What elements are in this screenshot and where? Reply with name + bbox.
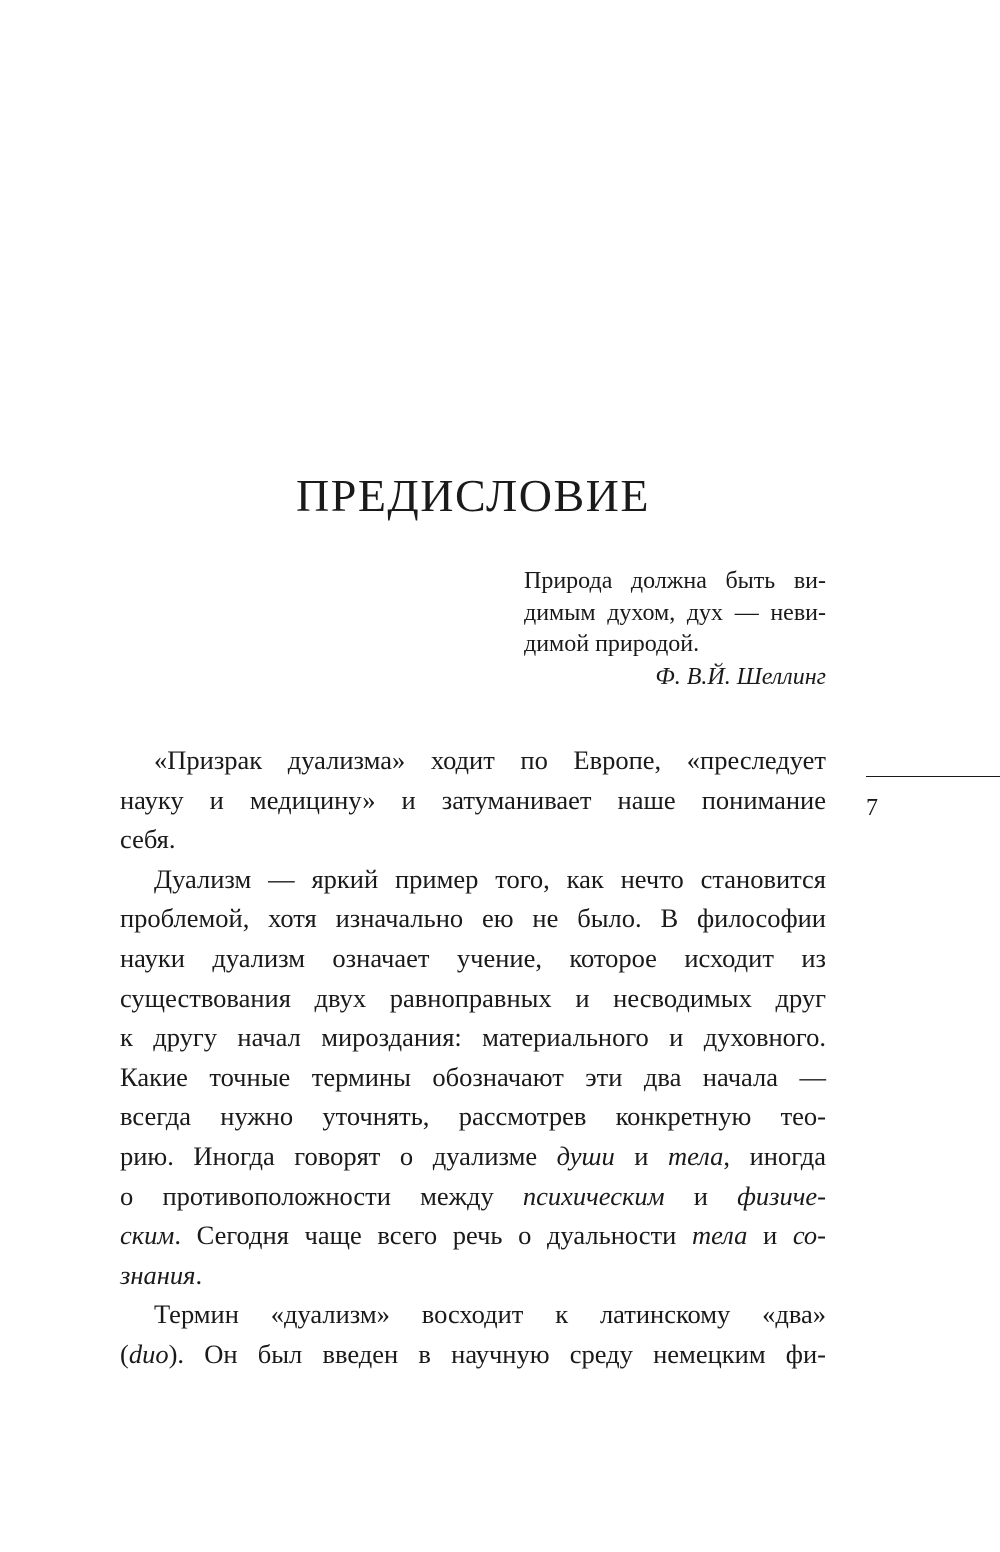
paragraph-line: существования двух равноправных и несводимых друг [120, 982, 826, 1013]
epigraph-line: димой природой. [524, 631, 700, 657]
paragraph-line: к другу начал мироздания: материального и духовного. [120, 1022, 826, 1053]
paragraph-line [120, 1216, 826, 1256]
page-number: 7 [866, 795, 878, 821]
text-run: и [747, 1220, 793, 1251]
italic-term: души [556, 1140, 615, 1171]
text-run: и [664, 1180, 738, 1211]
epigraph-author: Ф. В.Й. Шеллинг [655, 663, 826, 690]
text-run: . [195, 1259, 203, 1290]
epigraph [524, 566, 826, 693]
italic-term: знания [120, 1259, 196, 1290]
italic-term: ским [120, 1220, 175, 1251]
paragraph-line [120, 1137, 826, 1177]
text-run: , иногда [723, 1140, 826, 1171]
italic-term: физиче- [737, 1180, 826, 1211]
paragraph-line [120, 1256, 826, 1296]
text-run: рию. Иногда говорят о дуализме [120, 1140, 557, 1171]
text-run: о противоположности между [120, 1180, 523, 1211]
paragraph-line: «Призрак дуализма» ходит по Европе, «преследует [154, 745, 826, 775]
text-run: . Сегодня чаще всего речь о дуальности [174, 1220, 692, 1251]
paragraph-line: науку и медицину» и затуманивает наше понимание [120, 784, 826, 815]
chapter-title: ПРЕДИСЛОВИЕ [296, 470, 650, 521]
italic-term: duo [128, 1338, 169, 1369]
paragraph-line [120, 1177, 826, 1217]
italic-term: психическим [522, 1180, 665, 1211]
epigraph-line: Природа должна быть ви- [524, 568, 826, 594]
paragraph-line: Дуализм — яркий пример того, как нечто становится [154, 863, 826, 894]
paragraph-line: Термин «дуализм» восходит к латинскому «два» [154, 1299, 826, 1330]
paragraph-line: науки дуализм означает учение, которое исходит из [120, 942, 826, 973]
text-run: и [614, 1140, 669, 1171]
italic-term: тела [668, 1140, 724, 1171]
text-run: ). Он был введен в научную среду немецким фи- [168, 1338, 826, 1369]
epigraph-line: димым духом, дух — неви- [524, 599, 826, 626]
italic-term: тела [691, 1220, 748, 1251]
italic-term: со- [792, 1220, 826, 1251]
paragraph-line: Какие точные термины обозначают эти два начала — [120, 1061, 826, 1092]
body-text [120, 741, 826, 1375]
paragraph-line: проблемой, хотя изначально ею не было. В философии [120, 903, 826, 934]
paragraph-line: себя. [120, 824, 176, 855]
paragraph-line: всегда нужно уточнять, рассмотрев конкретную тео- [120, 1101, 826, 1132]
text-run: ( [120, 1338, 129, 1369]
paragraph-line [120, 1335, 826, 1375]
page-number-rule [866, 776, 1000, 777]
